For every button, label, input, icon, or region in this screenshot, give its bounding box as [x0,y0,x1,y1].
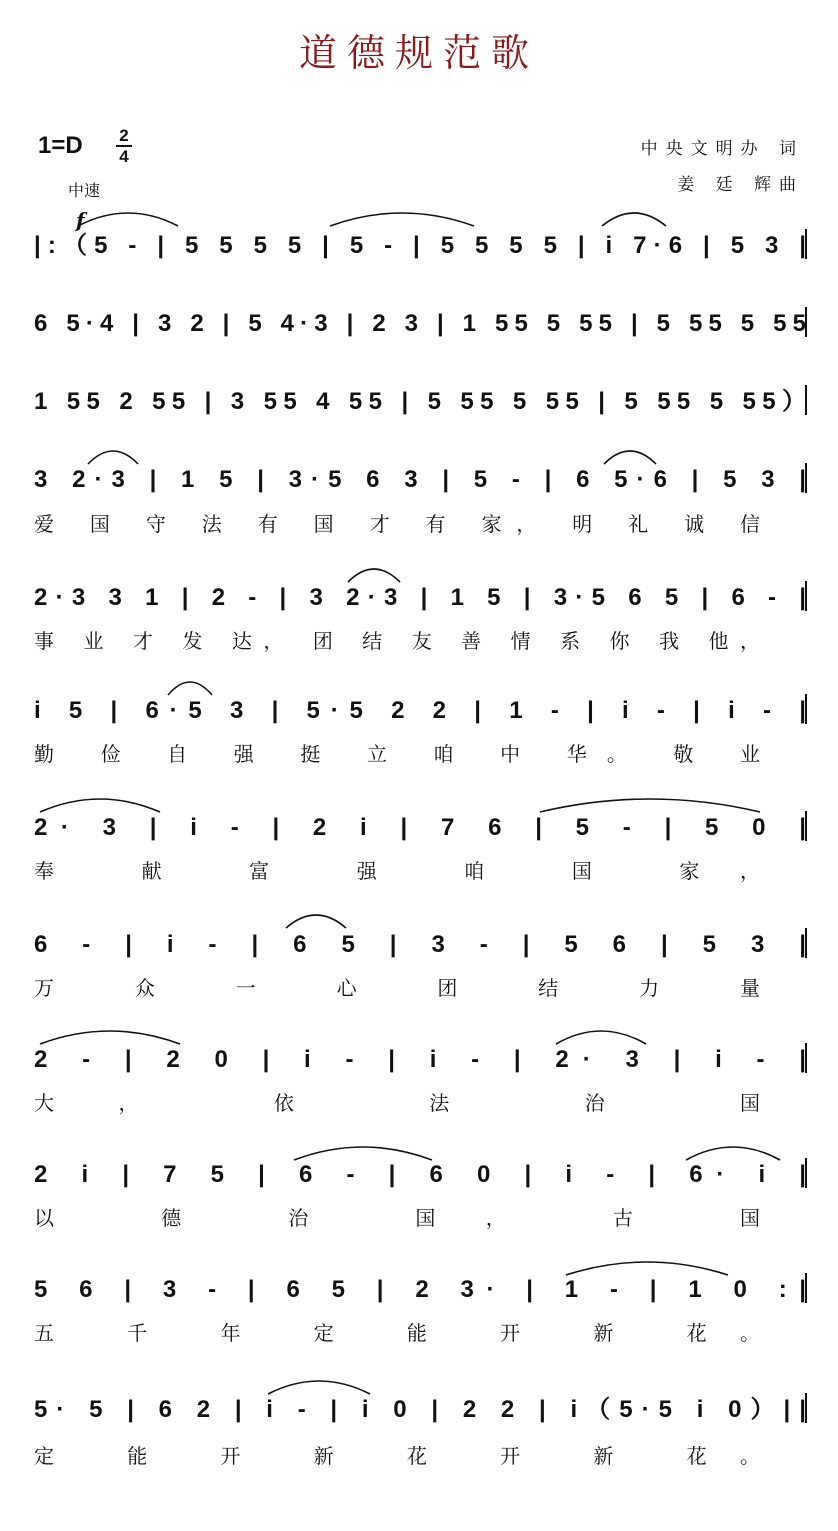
dynamic-forte: f [76,208,85,232]
notation-line: 1 55 2 55 | 3 55 4 55 | 5 55 5 55 | 5 55 5 55） [34,388,806,415]
score-row [34,385,806,415]
notation-line: 2· 3 | i - | 2 i | 7 6 | 5 - | 5 0 | [34,814,806,841]
slur-arc [540,799,760,812]
notation-line: 5· 5 | 6 2 | i - | i 0 | 2 2 | i（5·5 i 0）|| [34,1396,806,1423]
lyric-line: 万 众 一 心 团 结 力 量 [34,976,760,1000]
slur-arc [268,1381,370,1394]
lyric-line: 五 千 年 定 能 开 新 花。 [34,1321,760,1345]
lyric-line: 奉 献 富 强 咱 国 家， [34,859,760,883]
time-signature-top: 2 [119,126,129,145]
song-title: 道德规范歌 [298,31,539,75]
slur-arc [348,569,400,582]
lyric-line: 以 德 治 国， 古 国 [34,1206,761,1230]
slur-arc [40,799,160,812]
lyric-line: 定 能 开 新 花 开 新 花。 [34,1444,760,1468]
score-row [34,581,806,653]
slur-arc [78,213,178,226]
notation-line: 5 6 | 3 - | 6 5 | 2 3· | 1 - | 1 0 :| [34,1276,806,1303]
slur-arc [168,682,212,695]
slur-arc [294,1147,432,1160]
notation-line: 6 - | i - | 6 5 | 3 - | 5 6 | 5 3 | [34,931,807,958]
slur-arc [566,1262,728,1275]
notation-line: |:（5 - | 5 5 5 5 | 5 - | 5 5 5 5 | i 7·6 | 5 3 | [34,232,806,259]
slur-arc [556,1031,646,1044]
score-row [34,1043,806,1115]
lyricist-credit: 中央文明办 词 [640,139,804,159]
notation-line: 2 - | 2 0 | i - | i - | 2· 3 | i - | [34,1046,806,1073]
score-row [34,463,806,536]
lyric-line: 大， 依 法 治 国 [34,1091,761,1115]
notation-line: 6 5·4 | 3 2 | 5 4·3 | 2 3 | 1 55 5 55 | 5 55 5 55 [34,310,806,337]
key-signature: 1=D [38,132,83,159]
notation-line: 2·3 3 1 | 2 - | 3 2·3 | 1 5 | 3·5 6 5 | 6 - | [34,584,806,611]
score-row [34,307,806,337]
slur-arc [40,1031,180,1044]
score-row [34,1393,806,1468]
lyric-line: 勤 俭 自 强 挺 立 咱 中 华。 敬 业 [34,742,761,766]
notation-line: i 5 | 6·5 3 | 5·5 2 2 | 1 - | i - | i - | [34,697,807,724]
slur-arc [602,213,666,226]
lyric-line: 事 业 才 发 达， 团 结 友 善 情 系 你 我 他， [34,629,760,653]
slur-arc [604,451,656,464]
slur-arc [286,915,346,928]
notation-line: 2 i | 7 5 | 6 - | 6 0 | i - | 6· i | [34,1161,806,1188]
notation-line: 3 2·3 | 1 5 | 3·5 6 3 | 5 - | 6 5·6 | 5 3 | [34,466,807,493]
composer-credit: 姜 廷 辉曲 [677,175,804,195]
tempo-marking: 中速 [68,181,101,200]
time-signature-bottom: 4 [119,147,129,166]
score-row [34,1158,806,1230]
slur-arc [330,213,474,226]
score-row [34,928,806,1000]
score-row [34,1273,806,1345]
score-row [34,229,806,259]
lyric-line: 爱 国 守 法 有 国 才 有 家， 明 礼 诚 信 [34,512,761,536]
slur-arc [88,451,138,464]
slur-arc [686,1147,780,1160]
score-row [34,694,806,766]
score-row [34,811,806,883]
